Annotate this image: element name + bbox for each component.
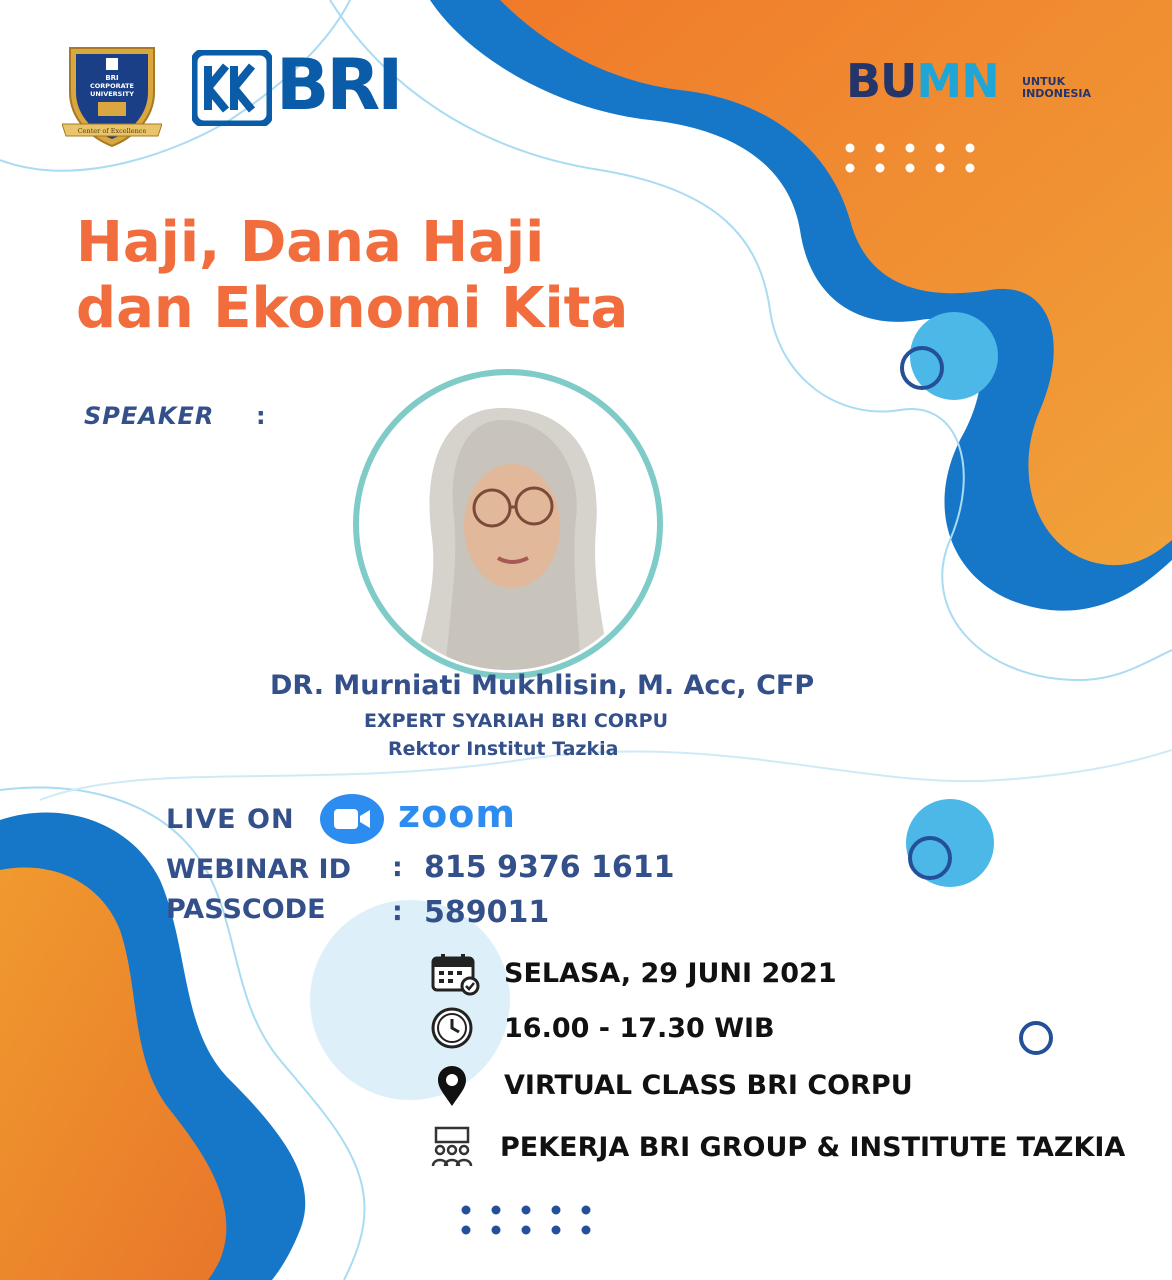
speaker-label: SPEAKER [84, 402, 215, 430]
audience-icon [428, 1126, 480, 1170]
svg-text:Center of Excellence: Center of Excellence [77, 127, 147, 135]
bumn-tagline: UNTUK INDONESIA [1022, 75, 1092, 100]
title-line-2: dan Ekonomi Kita [76, 276, 629, 341]
bumn-untuk-indonesia-logo [846, 54, 1126, 108]
location-pin-icon [430, 1064, 482, 1108]
event-time: 16.00 - 17.30 WIB [504, 1013, 775, 1044]
clock-icon [430, 1006, 482, 1050]
live-on-label: LIVE ON [166, 804, 295, 835]
svg-text:CORPORATE: CORPORATE [90, 82, 134, 90]
speaker-photo [352, 368, 664, 680]
svg-text:UNIVERSITY: UNIVERSITY [90, 90, 134, 98]
webinar-id-label: WEBINAR ID [166, 854, 351, 885]
webinar-id-colon: : [392, 852, 403, 883]
passcode-colon: : [392, 896, 403, 927]
event-audience: PEKERJA BRI GROUP & INSTITUTE TAZKIA [500, 1132, 1126, 1163]
bri-corpu-crest-logo [62, 42, 162, 150]
event-title [76, 210, 696, 342]
speaker-name: DR. Murniati Mukhlisin, M. Acc, CFP [270, 670, 815, 701]
speaker-affiliation: Rektor Institut Tazkia [388, 738, 619, 760]
svg-text:BRI: BRI [105, 74, 119, 82]
passcode-label: PASSCODE [166, 894, 326, 925]
zoom-camera-icon [320, 794, 384, 844]
calendar-icon [430, 952, 482, 996]
bri-logo [192, 44, 401, 126]
title-line-1: Haji, Dana Haji [76, 210, 545, 275]
ring-3 [1021, 1023, 1051, 1053]
zoom-wordmark: zoom [398, 792, 516, 836]
speaker-role: EXPERT SYARIAH BRI CORPU [364, 710, 669, 732]
dot-grid-bottom [462, 1206, 591, 1235]
bumn-wordmark: BUMN [846, 54, 999, 108]
event-location: VIRTUAL CLASS BRI CORPU [504, 1070, 913, 1101]
speaker-colon: : [256, 402, 266, 430]
webinar-id-value: 815 9376 1611 [424, 850, 675, 885]
bri-mark-icon [192, 50, 272, 126]
passcode-value: 589011 [424, 895, 550, 930]
event-date: SELASA, 29 JUNI 2021 [504, 958, 837, 989]
bri-wordmark: BRI [276, 44, 401, 126]
